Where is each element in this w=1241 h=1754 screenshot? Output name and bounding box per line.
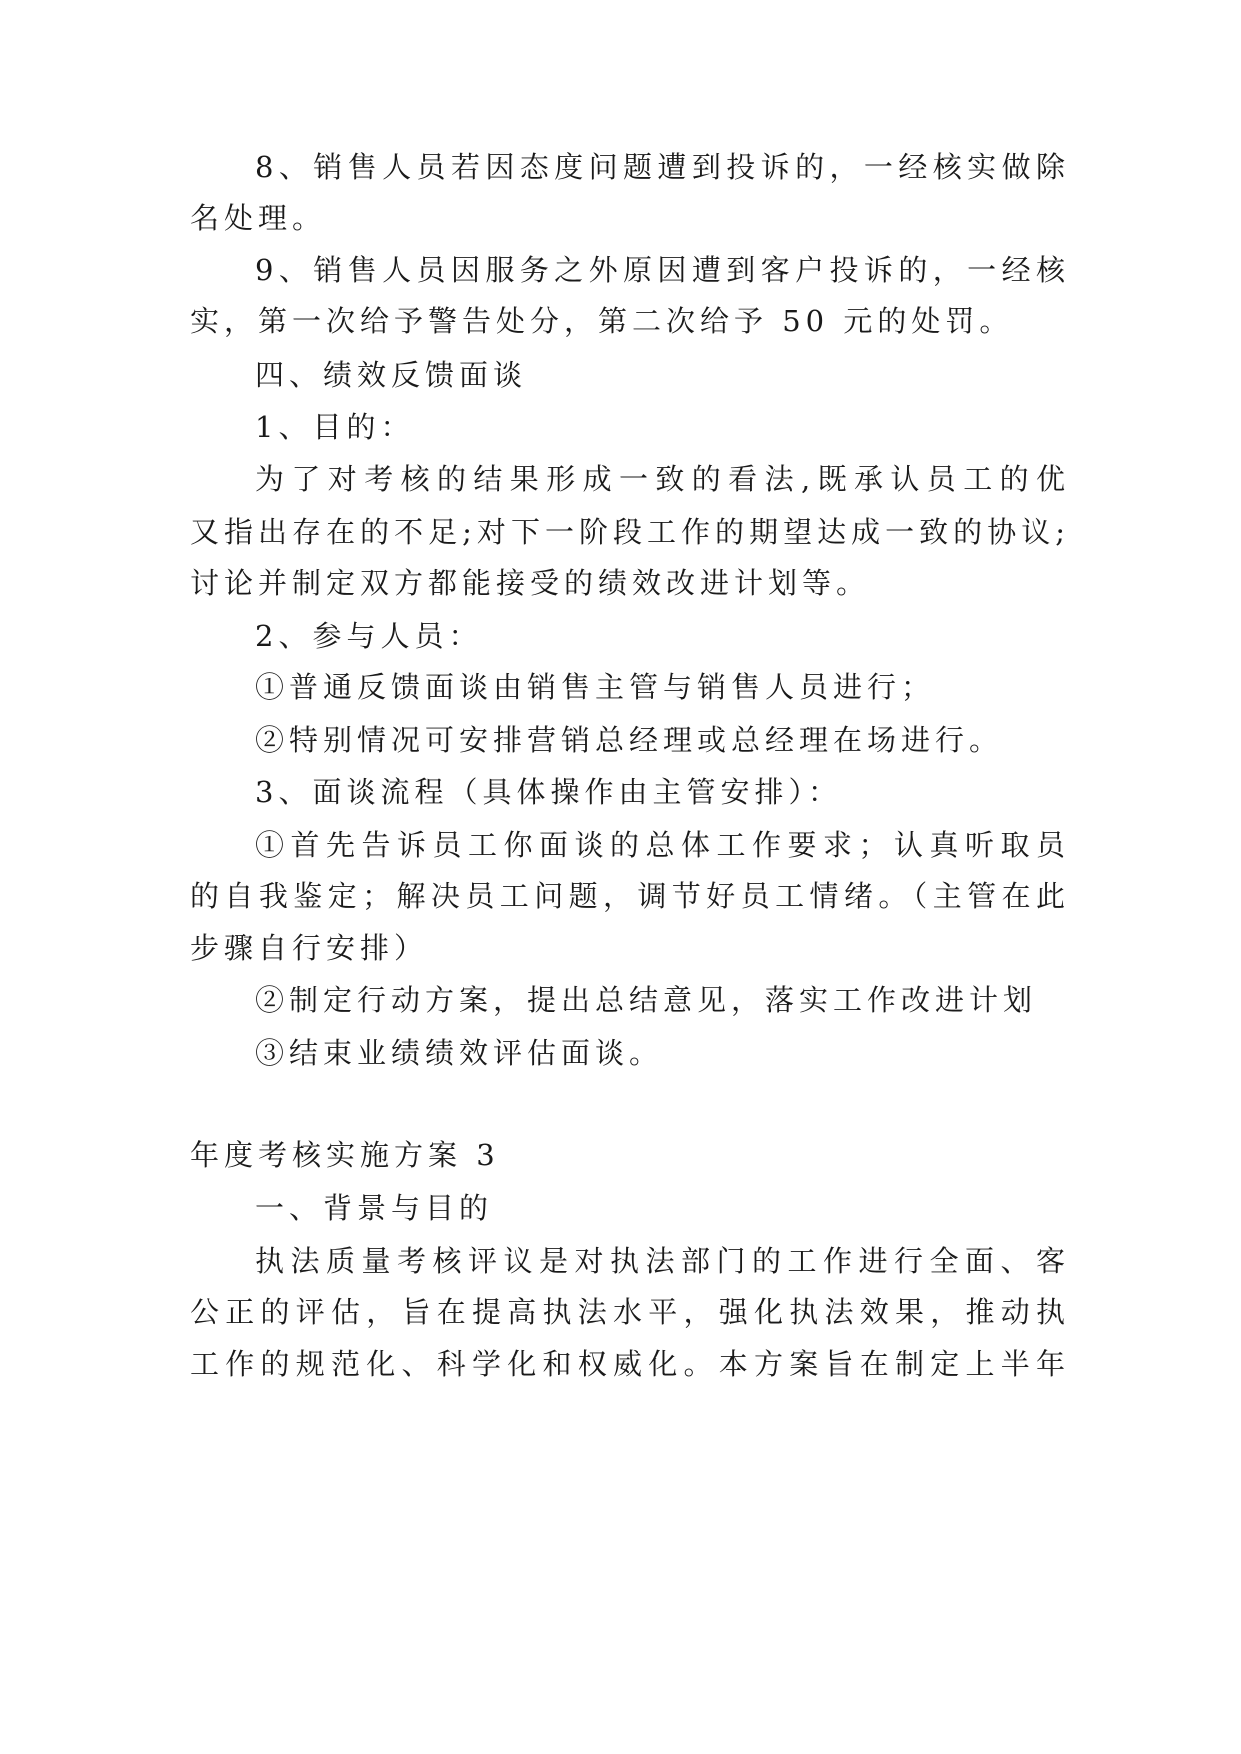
list-item: ①普通反馈面谈由销售主管与销售人员进行； <box>255 670 936 704</box>
list-item: ①首先告诉员工你面谈的总体工作要求；认真听取员 <box>255 828 1070 862</box>
list-item: ②特别情况可安排营销总经理或总经理在场进行。 <box>255 723 1004 757</box>
paragraph-line: 步骤自行安排） <box>190 931 429 965</box>
section-heading: 四、绩效反馈面谈 <box>255 358 528 392</box>
paragraph-line: 讨论并制定双方都能接受的绩效改进计划等。 <box>190 566 871 600</box>
paragraph-line: 又指出存在的不足;对下一阶段工作的期望达成一致的协议; <box>190 515 1070 549</box>
document-title: 年度考核实施方案 3 <box>190 1138 500 1172</box>
paragraph-line: 的自我鉴定；解决员工问题，调节好员工情绪。（主管在此 <box>190 879 1070 913</box>
subsection-heading: 1、目的： <box>255 410 415 444</box>
section-heading: 一、背景与目的 <box>255 1191 494 1225</box>
paragraph-line: 8、销售人员若因态度问题遭到投诉的，一经核实做除 <box>255 150 1070 184</box>
list-item: ②制定行动方案，提出总结意见，落实工作改进计划 <box>255 983 1038 1017</box>
subsection-heading: 2、参与人员： <box>255 619 483 653</box>
paragraph-line: 为了对考核的结果形成一致的看法,既承认员工的优 <box>255 462 1070 496</box>
paragraph-line: 9、销售人员因服务之外原因遭到客户投诉的，一经核 <box>255 253 1070 287</box>
paragraph-line: 工作的规范化、科学化和权威化。本方案旨在制定上半年 <box>190 1347 1070 1381</box>
paragraph-line: 公正的评估，旨在提高执法水平，强化执法效果，推动执 <box>190 1295 1070 1329</box>
paragraph-line: 名处理。 <box>190 201 327 235</box>
list-item: ③结束业绩绩效评估面谈。 <box>255 1036 664 1070</box>
paragraph-line: 实，第一次给予警告处分，第二次给予 50 元的处罚。 <box>190 304 1014 338</box>
subsection-heading: 3、面谈流程（具体操作由主管安排）： <box>255 775 842 809</box>
paragraph-line: 执法质量考核评议是对执法部门的工作进行全面、客 <box>255 1244 1070 1278</box>
